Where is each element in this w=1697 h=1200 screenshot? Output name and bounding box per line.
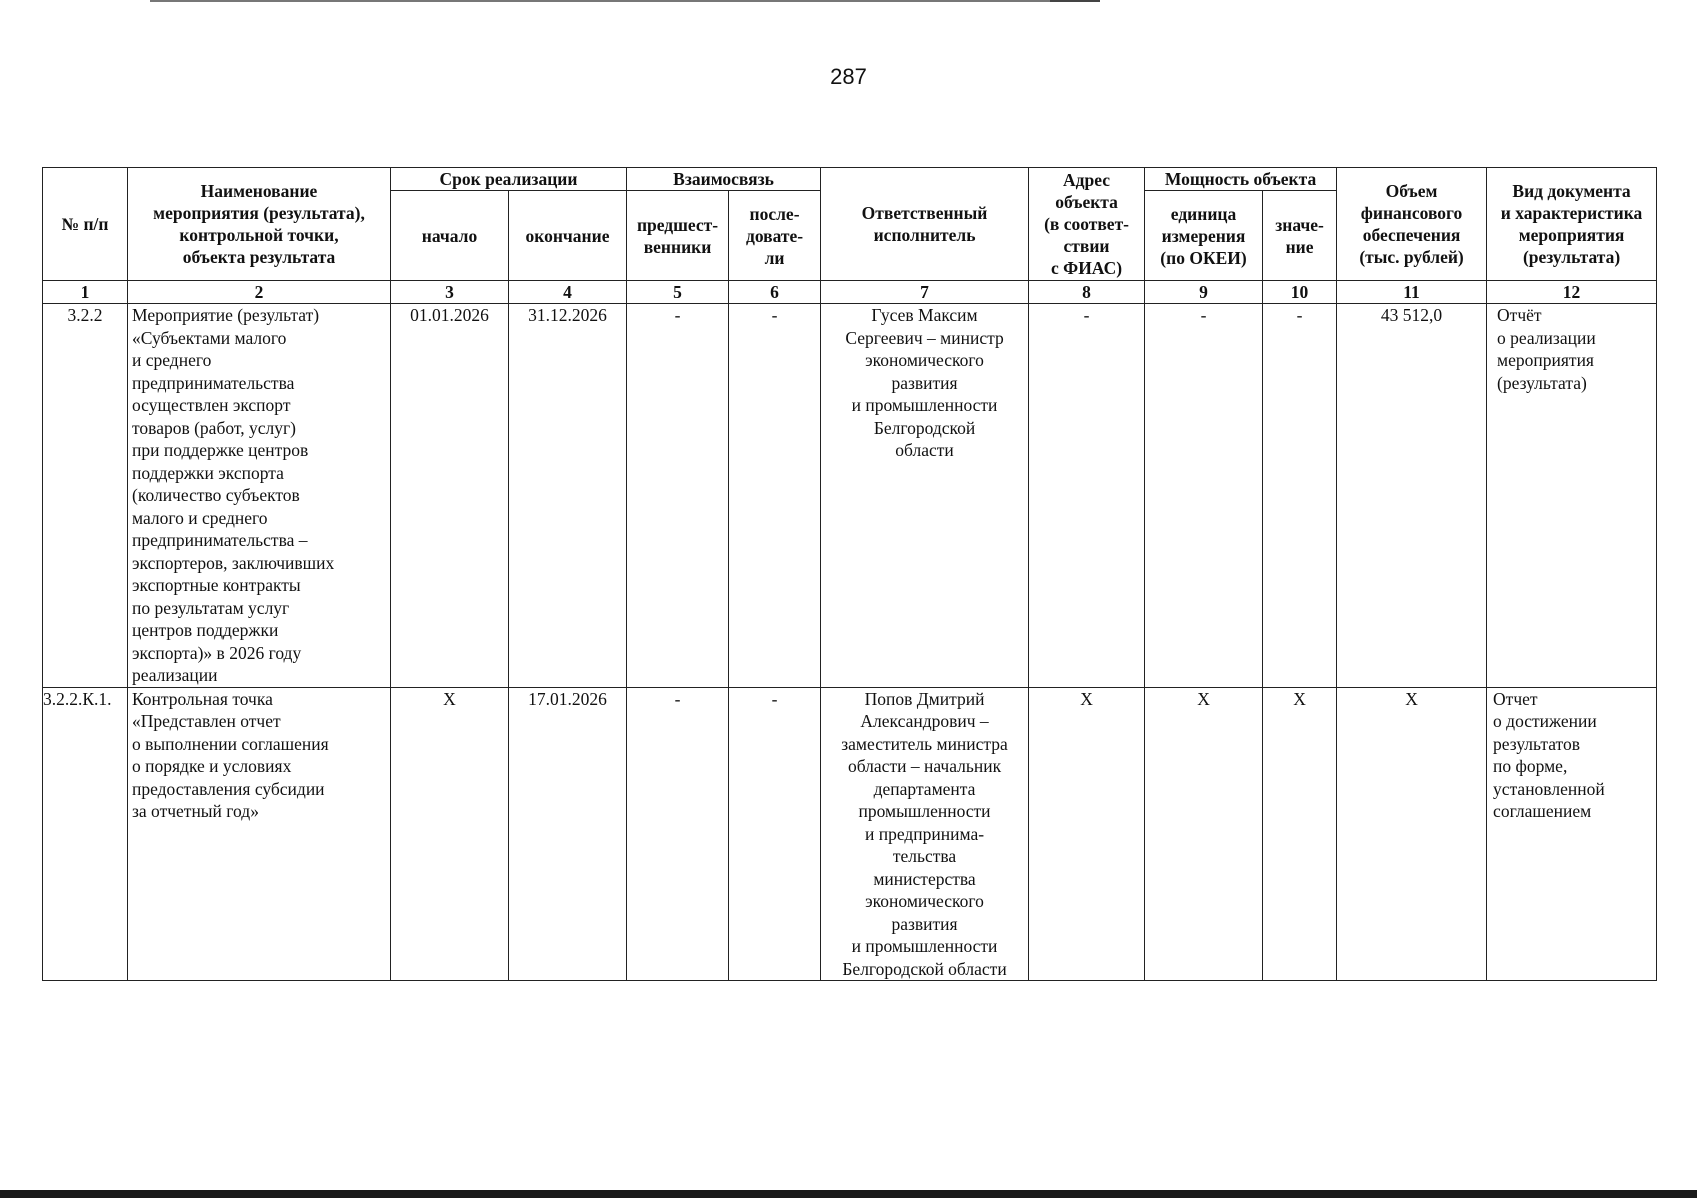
row-unit: X [1145, 687, 1263, 981]
row-predecessors: - [627, 687, 729, 981]
header-col-responsible: Ответственный исполнитель [821, 168, 1029, 281]
row-start-date: 01.01.2026 [391, 304, 509, 688]
column-number: 5 [627, 281, 729, 304]
header-col-end: окончание [509, 191, 627, 281]
header-col-address: Адрес объекта (в соответ- ствии с ФИАС) [1029, 168, 1145, 281]
table-row [43, 687, 1657, 981]
scan-edge-top-mark [1050, 0, 1100, 2]
row-responsible: Гусев Максим Сергеевич – министр экономического развития и промышленности Белгородской области [821, 304, 1029, 688]
row-successors: - [729, 304, 821, 688]
column-number: 2 [128, 281, 391, 304]
page-number: 287 [830, 64, 867, 89]
scan-edge-top [150, 0, 1050, 2]
row-finance: 43 512,0 [1337, 304, 1487, 688]
column-number: 10 [1263, 281, 1337, 304]
row-successors: - [729, 687, 821, 981]
scan-edge-bottom [0, 1190, 1697, 1198]
row-number: 3.2.2 [43, 304, 128, 688]
row-value: X [1263, 687, 1337, 981]
column-number: 12 [1487, 281, 1657, 304]
row-unit: - [1145, 304, 1263, 688]
column-number: 6 [729, 281, 821, 304]
row-document: Отчёт о реализации мероприятия (результата) [1487, 304, 1657, 688]
column-numbers-row [43, 281, 1657, 304]
column-number: 1 [43, 281, 128, 304]
row-address: X [1029, 687, 1145, 981]
row-address: - [1029, 304, 1145, 688]
header-col-name: Наименование мероприятия (результата), контрольной точки, объекта результата [128, 168, 391, 281]
row-document: Отчет о достижении результатов по форме, установленной соглашением [1487, 687, 1657, 981]
header-col-value: значе- ние [1263, 191, 1337, 281]
row-responsible: Попов Дмитрий Александрович – заместитель министра области – начальник департамента промышленности и предпринима- тельства министерства экономического развития и промышленности Белгородской области [821, 687, 1029, 981]
column-number: 7 [821, 281, 1029, 304]
row-start-date: X [391, 687, 509, 981]
header-col-predecessors: предшест- венники [627, 191, 729, 281]
header-col-successors: после- довате- ли [729, 191, 821, 281]
column-number: 8 [1029, 281, 1145, 304]
column-number: 11 [1337, 281, 1487, 304]
row-number: 3.2.2.К.1. [43, 687, 128, 981]
row-end-date: 17.01.2026 [509, 687, 627, 981]
header-col-document: Вид документа и характеристика мероприятия (результата) [1487, 168, 1657, 281]
column-number: 3 [391, 281, 509, 304]
header-col-unit: единица измерения (по ОКЕИ) [1145, 191, 1263, 281]
row-value: - [1263, 304, 1337, 688]
header-col-start: начало [391, 191, 509, 281]
table-row [43, 304, 1657, 688]
row-name: Мероприятие (результат) «Субъектами малого и среднего предпринимательства осуществлен экспорт товаров (работ, услуг) при поддержке центров поддержки экспорта (количество субъектов малого и среднего предпринимательства – экспортеров, заключивших экспортные контракты по результатам услуг центров поддержки экспорта)» в 2026 году реализации [128, 304, 391, 688]
column-number: 9 [1145, 281, 1263, 304]
row-predecessors: - [627, 304, 729, 688]
events-table [42, 167, 1657, 981]
row-end-date: 31.12.2026 [509, 304, 627, 688]
header-group-term: Срок реализации [391, 168, 627, 191]
row-name: Контрольная точка «Представлен отчет о выполнении соглашения о порядке и условиях предоставления субсидии за отчетный год» [128, 687, 391, 981]
header-row-1 [43, 168, 1657, 191]
header-group-capacity: Мощность объекта [1145, 168, 1337, 191]
header-col-finance: Объем финансового обеспечения (тыс. рублей) [1337, 168, 1487, 281]
row-finance: X [1337, 687, 1487, 981]
header-col-no: № п/п [43, 168, 128, 281]
header-group-link: Взаимосвязь [627, 168, 821, 191]
column-number: 4 [509, 281, 627, 304]
